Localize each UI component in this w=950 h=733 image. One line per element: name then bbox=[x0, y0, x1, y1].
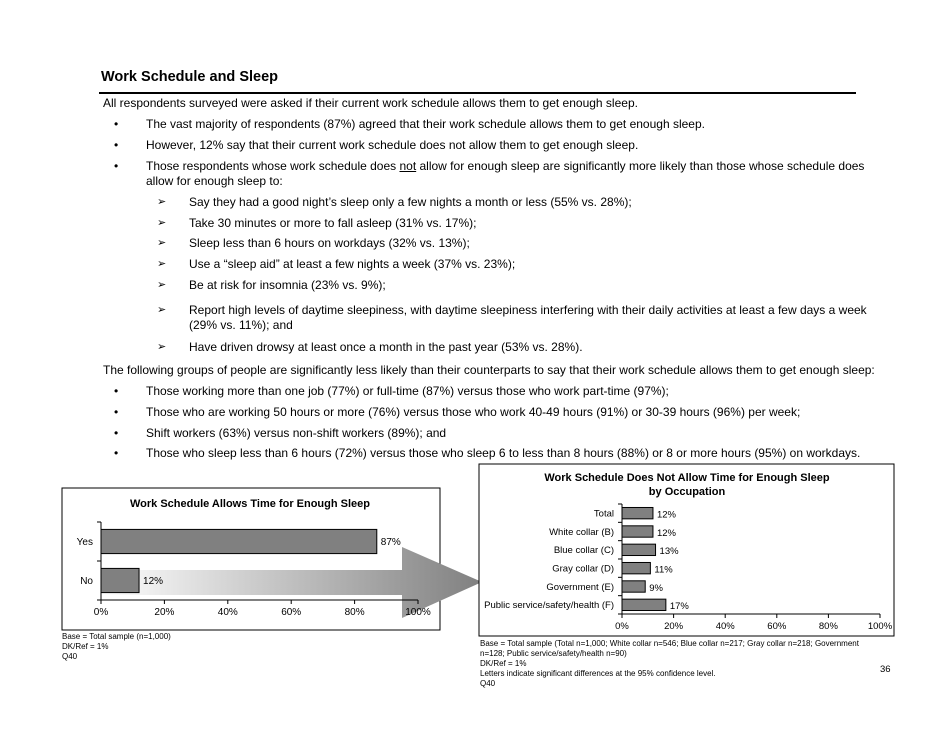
category-label: Blue collar (C) bbox=[553, 545, 614, 557]
bullet-text: Shift workers (63%) versus non-shift workers (89%); and bbox=[146, 426, 447, 440]
sub-item-text: Have driven drowsy at least once a month in the past year (53% vs. 28%). bbox=[189, 340, 583, 354]
note-line: Q40 bbox=[62, 652, 78, 661]
arrow-bullet-icon: ➢ bbox=[157, 237, 167, 249]
x-tick-label: 100% bbox=[867, 621, 893, 632]
bullet-text-post: allow for enough sleep are significantly more likely than those whose schedule does bbox=[416, 159, 865, 173]
bullet-marker: • bbox=[114, 405, 119, 419]
bullet-marker: • bbox=[114, 384, 119, 398]
left-chart-notes bbox=[62, 632, 171, 662]
x-tick-label: 80% bbox=[344, 607, 365, 618]
groups-intro: The following groups of people are significantly less likely than their counterparts to say that their work schedule allows them to get enough sleep: bbox=[103, 363, 875, 377]
data-label: 13% bbox=[659, 546, 679, 558]
x-tick-label: 80% bbox=[818, 621, 838, 632]
arrow-bullet-icon: ➢ bbox=[157, 304, 167, 316]
intro-text: All respondents surveyed were asked if their current work schedule allows them to get enough sleep. bbox=[103, 96, 638, 110]
data-label: 11% bbox=[654, 564, 673, 576]
sub-item-text: Say they had a good night’s sleep only a few nights a month or less (55% vs. 28%); bbox=[189, 195, 632, 209]
bullet-text-underlined: not bbox=[399, 159, 417, 173]
right-chart-title-line1: Work Schedule Does Not Allow Time for Enough Sleep bbox=[544, 472, 830, 484]
category-label: Public service/safety/health (F) bbox=[484, 600, 614, 612]
x-tick-label: 40% bbox=[217, 607, 238, 618]
x-tick-label: 0% bbox=[615, 621, 629, 632]
data-label: 12% bbox=[143, 576, 164, 587]
right-chart-title-line2: by Occupation bbox=[648, 486, 726, 498]
category-label: Total bbox=[593, 508, 614, 520]
bullet-text: However, 12% say that their current work schedule does not allow them to get enough sleep. bbox=[146, 138, 639, 152]
note-line: Base = Total sample (Total n=1,000; White collar n=546; Blue collar n=217; Gray collar n=218; Government bbox=[480, 639, 859, 648]
bullet-text: Those working more than one job (77%) or full-time (87%) versus those who work part-time (97%); bbox=[146, 384, 669, 398]
arrow-bullet-icon: ➢ bbox=[157, 341, 167, 353]
x-tick-label: 100% bbox=[405, 607, 431, 618]
sub-item-text-line2: (29% vs. 11%); and bbox=[189, 318, 293, 332]
sub-item-text: Report high levels of daytime sleepiness, with daytime sleepiness interfering with their daily activities at least a few days a week bbox=[189, 303, 867, 317]
arrow-bullet-icon: ➢ bbox=[157, 258, 167, 270]
left-chart-title: Work Schedule Allows Time for Enough Sleep bbox=[129, 498, 371, 510]
bullet-marker: • bbox=[114, 159, 119, 173]
arrow-bullet-icon: ➢ bbox=[157, 196, 167, 208]
data-label: 9% bbox=[649, 582, 663, 594]
sub-item-text: Sleep less than 6 hours on workdays (32% vs. 13%); bbox=[189, 236, 470, 250]
right-chart-notes bbox=[480, 639, 859, 689]
x-tick-label: 20% bbox=[154, 607, 175, 618]
note-line: n=128; Public service/safety/health n=90) bbox=[480, 649, 627, 658]
category-label: Gray collar (D) bbox=[552, 563, 614, 575]
bullet-text: Those who sleep less than 6 hours (72%) versus those who sleep 6 to less than 8 hours (88%) or 8 or more hours (95%) on workdays. bbox=[146, 446, 861, 460]
arrow-bullet-icon: ➢ bbox=[157, 279, 167, 291]
data-label: 12% bbox=[656, 527, 676, 539]
category-label: Government (E) bbox=[546, 581, 614, 593]
note-line: DK/Ref = 1% bbox=[480, 659, 527, 668]
x-tick-label: 60% bbox=[767, 621, 787, 632]
note-line: Letters indicate significant differences at the 95% confidence level. bbox=[480, 669, 716, 678]
data-label: 87% bbox=[380, 537, 401, 548]
bar bbox=[622, 507, 653, 518]
category-label: White collar (B) bbox=[549, 526, 614, 538]
bar bbox=[101, 568, 139, 592]
sub-item-text: Use a “sleep aid” at least a few nights a week (37% vs. 23%); bbox=[189, 257, 516, 271]
data-label: 17% bbox=[669, 601, 689, 613]
bullet-marker: • bbox=[114, 117, 119, 131]
bullet-text: Those who are working 50 hours or more (76%) versus those who work 40-49 hours (91%) or 30-39 hours (96%) per week; bbox=[146, 405, 801, 419]
page-title: Work Schedule and Sleep bbox=[101, 69, 279, 85]
sub-item-text: Take 30 minutes or more to fall asleep (31% vs. 17%); bbox=[189, 216, 477, 230]
data-label: 12% bbox=[656, 509, 676, 521]
bullet-marker: • bbox=[114, 446, 119, 460]
category-label: Yes bbox=[76, 537, 93, 548]
arrow-bullet-icon: ➢ bbox=[157, 217, 167, 229]
x-tick-label: 0% bbox=[93, 607, 109, 618]
x-tick-label: 60% bbox=[281, 607, 302, 618]
note-line: Base = Total sample (n=1,000) bbox=[62, 632, 171, 641]
bullet-text: The vast majority of respondents (87%) agreed that their work schedule allows them to get enough sleep. bbox=[146, 117, 705, 131]
x-tick-label: 20% bbox=[664, 621, 684, 632]
bar bbox=[622, 526, 653, 537]
x-tick-label: 40% bbox=[715, 621, 735, 632]
note-line: DK/Ref = 1% bbox=[62, 642, 109, 651]
bar bbox=[622, 544, 656, 555]
bullet-text-line2: allow for enough sleep to: bbox=[146, 174, 283, 188]
category-label: No bbox=[80, 576, 93, 587]
bar bbox=[622, 562, 650, 573]
bar bbox=[622, 581, 645, 592]
page-number: 36 bbox=[880, 664, 891, 675]
bar bbox=[101, 529, 377, 553]
bullet-text-pre: Those respondents whose work schedule does bbox=[146, 159, 400, 173]
note-line: Q40 bbox=[480, 679, 496, 688]
bar bbox=[622, 599, 666, 610]
sub-item-text: Be at risk for insomnia (23% vs. 9%); bbox=[189, 278, 386, 292]
bullet-marker: • bbox=[114, 426, 119, 440]
bullet-marker: • bbox=[114, 138, 119, 152]
